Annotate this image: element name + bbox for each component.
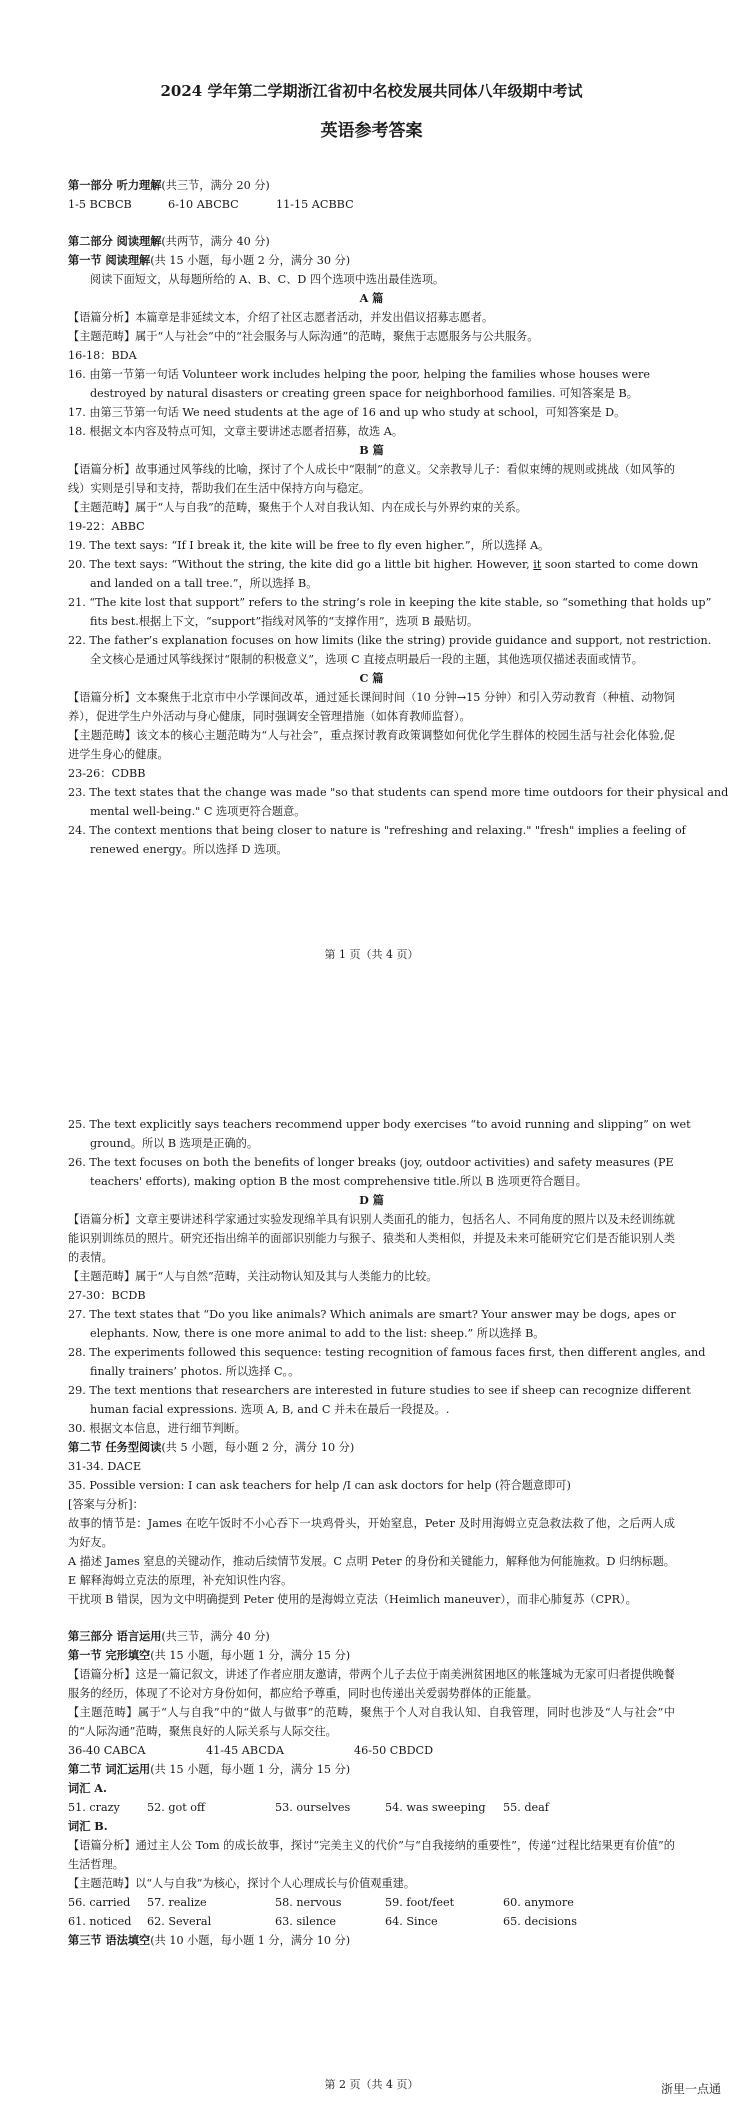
q25-line1: 25. The text explicitly says teachers recommend upper body exercises “to avoid running and slipping” on wet — [68, 1118, 691, 1131]
cloze-answer-1: 36-40 CABCA — [68, 1744, 146, 1757]
passage-c-analysis: 【语篇分析】文本聚焦于北京市中小学课间改革，通过延长课间时间（10 分钟→15 分钟）和引入劳动教育（种植、动物饲养），促进学生户外活动与身心健康，同时强调安全管理措施（如体育教师监督）。 — [68, 691, 675, 723]
q20-line2: and landed on a tall tree.”，所以选择 B。 — [90, 577, 318, 590]
passage-b-theme: 【主题范畴】属于“人与自我”的范畴，聚焦于个人对自我认知、内在成长与外界约束的关系。 — [68, 501, 527, 514]
cloze-answer-3: 46-50 CBDCD — [354, 1744, 434, 1757]
vocab-a-55: 55. deaf — [503, 1801, 549, 1814]
option-description: A 描述 James 窒息的关键动作，推动后续情节发展。C 点明 Peter 的身份和关键能力，解释他为何能施救。D 归纳标题。E 解释海姆立克法的原理，补充知识性内容。 — [68, 1555, 675, 1587]
passage-c-label: C 篇 — [359, 671, 384, 685]
q22-line1: 22. The father’s explanation focuses on how limits (like the string) provide guidance and support, not restriction. — [68, 634, 712, 647]
cloze-analysis: 【语篇分析】这是一篇记叙文，讲述了作者应朋友邀请，带两个儿子去位于南美洲贫困地区的帐篷城为无家可归者提供晚餐服务的经历，体现了不论对方身份如何，都应给予尊重，同时也传递出关爱弱势群体的正能量。 — [68, 1668, 675, 1700]
q27-line2: elephants. Now, there is one more animal to add to the list: sheep.” 所以选择 B。 — [90, 1327, 545, 1340]
vocab-b-60: 60. anymore — [503, 1896, 574, 1909]
vocab-b-theme: 【主题范畴】以“人与自我”为核心，探讨个人心理成长与价值观重建。 — [68, 1877, 416, 1890]
vocab-b-58: 58. nervous — [275, 1896, 342, 1909]
q16-line1: 16. 由第一节第一句话 Volunteer work includes helping the poor, helping the families whose houses were — [68, 368, 650, 381]
q28-line1: 28. The experiments followed this sequence: testing recognition of famous faces first, then different angles, and — [68, 1346, 706, 1359]
story-summary: 故事的情节是：James 在吃午饭时不小心吞下一块鸡骨头，开始窒息，Peter 及时用海姆立克急救法救了他，之后两人成为好友。 — [68, 1517, 675, 1549]
part1-heading: 第一部分 听力理解(共三节，满分 20 分) — [68, 178, 270, 192]
passage-c-answers: 23-26：CDBB — [68, 767, 146, 780]
part3-sec1-heading: 第一节 完形填空(共 15 小题，每小题 1 分，满分 15 分) — [68, 1648, 351, 1662]
q30: 30. 根据文本信息，进行细节判断。 — [68, 1422, 246, 1435]
passage-b-label: B 篇 — [359, 443, 384, 457]
cloze-answer-2: 41-45 ABCDA — [206, 1744, 284, 1757]
vocab-b-62: 62. Several — [147, 1915, 212, 1928]
part3-sec3-heading: 第三节 语法填空(共 10 小题，每小题 1 分，满分 10 分) — [68, 1933, 351, 1947]
distractor-explanation: 干扰项 B 错误，因为文中明确提到 Peter 使用的是海姆立克法（Heimlich maneuver），而非心肺复苏（CPR）。 — [68, 1593, 637, 1606]
q21-line1: 21. “The kite lost that support” refers to the string’s role in keeping the kite stable, so “something that holds up” — [68, 596, 712, 609]
reading-instruction: 阅读下面短文，从每题所给的 A、B、C、D 四个选项中选出最佳选项。 — [90, 273, 445, 286]
vocab-a-answers — [68, 1798, 675, 1817]
q21-line2: fits best.根据上下文，“support”指线对风筝的“支撑作用”，选项 B 最贴切。 — [90, 615, 479, 628]
cloze-answers — [68, 1741, 675, 1760]
q18: 18. 根据文本内容及特点可知，文章主要讲述志愿者招募，故选 A。 — [68, 425, 404, 438]
q23-line2: mental well-being." C 选项更符合题意。 — [90, 805, 306, 818]
q26-line2: teachers' efforts), making option B the most comprehensive title.所以 B 选项更符合题目。 — [90, 1175, 587, 1188]
vocab-a-53: 53. ourselves — [275, 1801, 351, 1814]
vocab-b-63: 63. silence — [275, 1915, 336, 1928]
part3-heading: 第三部分 语言运用(共三节，满分 40 分) — [68, 1629, 270, 1643]
part2-heading: 第二部分 阅读理解(共两节，满分 40 分) — [68, 234, 270, 248]
q24-line1: 24. The context mentions that being closer to nature is "refreshing and relaxing." "fresh" implies a feeling of — [68, 824, 686, 837]
passage-b-answers: 19-22：ABBC — [68, 520, 145, 533]
listening-answer-1: 1-5 BCBCB — [68, 198, 132, 211]
passage-b-analysis: 【语篇分析】故事通过风筝线的比喻，探讨了个人成长中“限制”的意义。父亲教导儿子：看似束缚的规则或挑战（如风筝的线）实则是引导和支持，帮助我们在生活中保持方向与稳定。 — [68, 463, 675, 495]
vocab-a-54: 54. was sweeping — [385, 1801, 486, 1814]
q29-line2: human facial expressions. 选项 A, B, and C 并未在最后一段提及。. — [90, 1403, 450, 1416]
listening-answer-2: 6-10 ABCBC — [168, 198, 239, 211]
vocab-a-label: 词汇 A. — [68, 1781, 107, 1795]
q28-line2: finally trainers’ photos. 所以选择 C。。 — [90, 1365, 300, 1378]
q20-line1: 20. The text says: “Without the string, the kite did go a little bit higher. However, it soon started to come down — [68, 558, 699, 571]
q25-line2: ground。所以 B 选项是正确的。 — [90, 1137, 259, 1150]
answer-key-title: 英语参考答案 — [320, 121, 423, 141]
page-1 — [0, 0, 743, 1000]
answer-analysis-label: [答案与分析]： — [68, 1498, 144, 1511]
brand-watermark: 浙里一点通 — [660, 2082, 721, 2096]
task-reading-answers: 31-34. DACE — [68, 1460, 142, 1473]
q19: 19. The text says: “If I break it, the kite will be free to fly even higher.”，所以选择 A。 — [68, 539, 550, 552]
passage-a-theme: 【主题范畴】属于“人与社会”中的“社会服务与人际沟通”的范畴，聚焦于志愿服务与公共服务。 — [68, 330, 539, 343]
q23-line1: 23. The text states that the change was made "so that students can spend more time outdoors for their physical and — [68, 786, 729, 799]
passage-d-answers: 27-30：BCDB — [68, 1289, 146, 1302]
vocab-b-65: 65. decisions — [503, 1915, 577, 1928]
exam-title: 2024 学年第二学期浙江省初中名校发展共同体八年级期中考试 — [160, 82, 583, 100]
vocab-b-59: 59. foot/feet — [385, 1896, 455, 1909]
passage-a-answers: 16-18：BDA — [68, 349, 137, 362]
vocab-b-64: 64. Since — [385, 1915, 438, 1928]
page-1-content — [68, 176, 729, 859]
cloze-theme: 【主题范畴】属于“人与自我”中的“做人与做事”的范畴，聚焦于个人对自我认知、自我管理，同时也涉及“人与社会”中的“人际沟通”范畴，聚焦良好的人际关系与人际交往。 — [68, 1706, 675, 1738]
part1-answers — [68, 195, 675, 214]
vocab-b-57: 57. realize — [147, 1896, 207, 1909]
part3-sec2-heading: 第二节 词汇运用(共 15 小题，每小题 1 分，满分 15 分) — [68, 1762, 351, 1776]
q16-line2: destroyed by natural disasters or creating green space for neighborhood families. 可知答案是 B。 — [90, 387, 638, 400]
vocab-a-51: 51. crazy — [68, 1801, 120, 1814]
vocab-b-61: 61. noticed — [68, 1915, 132, 1928]
passage-c-theme: 【主题范畴】该文本的核心主题范畴为“人与社会”，重点探讨教育政策调整如何优化学生群体的校园生活与社会化体验,促进学生身心的健康。 — [68, 729, 675, 761]
q35: 35. Possible version: I can ask teachers for help /I can ask doctors for help (符合题意即可) — [68, 1479, 571, 1492]
q27-line1: 27. The text states that “Do you like animals? Which animals are smart? Your answer may be dogs, apes or — [68, 1308, 676, 1321]
q26-line1: 26. The text focuses on both the benefits of longer breaks (joy, outdoor activities) and safety measures (PE — [68, 1156, 674, 1169]
passage-a-label: A 篇 — [359, 291, 384, 305]
q17: 17. 由第三节第一句话 We need students at the age of 16 and up who study at school，可知答案是 D。 — [68, 406, 626, 419]
page-1-footer: 第 1 页（共 4 页） — [324, 948, 419, 961]
passage-a-analysis: 【语篇分析】本篇章是非延续文本，介绍了社区志愿者活动，并发出倡议招募志愿者。 — [68, 311, 494, 324]
vocab-b-label: 词汇 B. — [68, 1819, 108, 1833]
page-2-content — [68, 1115, 706, 1950]
q29-line1: 29. The text mentions that researchers are interested in future studies to see if sheep can recognize different — [68, 1384, 691, 1397]
passage-d-theme: 【主题范畴】属于“人与自然”范畴，关注动物认知及其与人类能力的比较。 — [68, 1270, 438, 1283]
page-2 — [0, 1115, 743, 2104]
vocab-b-analysis: 【语篇分析】通过主人公 Tom 的成长故事，探讨“完美主义的代价”与“自我接纳的重要性”，传递“过程比结果更有价值”的生活哲理。 — [68, 1839, 675, 1871]
listening-answer-3: 11-15 ACBBC — [276, 198, 354, 211]
passage-d-label: D 篇 — [359, 1193, 384, 1207]
vocab-b-row-1 — [68, 1893, 675, 1912]
part2-sec1-heading: 第一节 阅读理解(共 15 小题，每小题 2 分，满分 30 分) — [68, 253, 351, 267]
vocab-a-52: 52. got off — [147, 1801, 205, 1814]
passage-d-analysis: 【语篇分析】文章主要讲述科学家通过实验发现绵羊具有识别人类面孔的能力，包括名人、不同角度的照片以及未经训练就能识别训练员的照片。研究还指出绵羊的面部识别能力与猴子、猿类和人类相似，并提及未来可能研究它们是否能识别人类的表情。 — [68, 1213, 675, 1264]
vocab-b-row-2 — [68, 1912, 675, 1931]
q24-line2: renewed energy。所以选择 D 选项。 — [90, 843, 288, 856]
part2-sec2-heading: 第二节 任务型阅读(共 5 小题，每小题 2 分，满分 10 分) — [68, 1440, 355, 1454]
vocab-b-56: 56. carried — [68, 1896, 131, 1909]
q22-line2: 全文核心是通过风筝线探讨“限制的积极意义”，选项 C 直接点明最后一段的主题，其他选项仅描述表面或情节。 — [90, 653, 643, 666]
page-2-footer: 第 2 页（共 4 页） — [324, 2078, 419, 2091]
